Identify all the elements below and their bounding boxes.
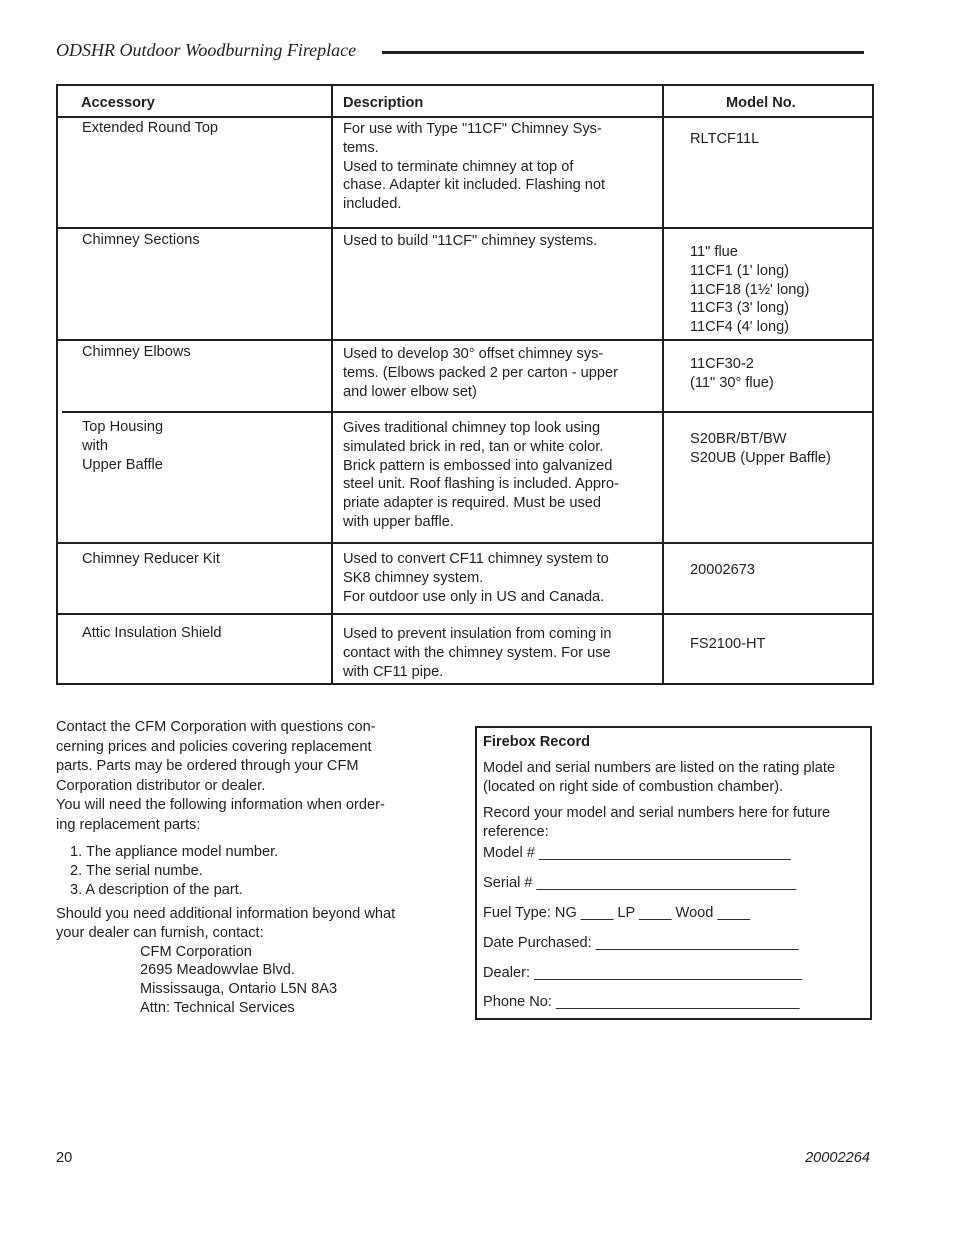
column-divider	[662, 86, 664, 683]
page-number: 20	[56, 1150, 73, 1166]
model-cell: 11CF30-2 (11" 30° flue)	[690, 356, 774, 391]
model-cell: 20002673	[690, 562, 755, 578]
page-title: ODSHR Outdoor Woodburning Fireplace	[56, 40, 357, 60]
address-line: Attn: Technical Services	[140, 999, 295, 1016]
fuel-type-field[interactable]: Fuel Type: NG ____ LP ____ Wood ____	[483, 905, 750, 921]
list-item: 3. A description of the part.	[70, 881, 243, 898]
column-header-model: Model No.	[726, 95, 796, 111]
accessory-cell: Attic Insulation Shield	[82, 625, 222, 641]
description-cell: Gives traditional chimney top look using simulated brick in red, tan or white color. Brick pattern is embossed into galvanized steel unit. Roof flashing is included. Appro- priate adapter is required. Must be used with upper baffle.	[343, 420, 619, 530]
mailing-address	[140, 943, 426, 1018]
row-divider	[62, 411, 872, 413]
address-line: 2695 Meadowvlae Blvd.	[140, 962, 295, 979]
contact-more-info: Should you need additional information beyond what your dealer can furnish, contact:	[56, 905, 396, 941]
dealer-field[interactable]: Dealer: _________________________________	[483, 965, 802, 981]
row-divider	[58, 613, 872, 615]
list-item: 2. The serial numbe.	[70, 862, 203, 879]
contact-section	[56, 718, 426, 1018]
accessory-cell: Extended Round Top	[82, 120, 219, 136]
model-cell: RLTCF11L	[690, 131, 760, 147]
required-info-list	[70, 843, 426, 900]
page-header	[56, 38, 864, 62]
document-number: 20002264	[805, 1150, 870, 1166]
column-header-description: Description	[343, 95, 424, 111]
accessory-cell: Chimney Reducer Kit	[82, 551, 220, 567]
firebox-record-box	[475, 726, 872, 1020]
row-divider	[58, 227, 872, 229]
contact-intro: Contact the CFM Corporation with questions con- cerning prices and policies covering replacement parts. Parts may be ordered through your CFM Corporation distributor or dealer. You will need the following information when order- ing replacement parts:	[56, 719, 385, 833]
address-line: Mississauga, Ontario L5N 8A3	[140, 981, 338, 998]
description-cell: Used to build "11CF" chimney systems.	[343, 233, 598, 249]
phone-field[interactable]: Phone No: ______________________________	[483, 994, 800, 1010]
serial-number-field[interactable]: Serial # ________________________________	[483, 875, 797, 891]
model-cell: FS2100-HT	[690, 636, 766, 652]
accessory-cell: Chimney Sections	[82, 232, 200, 248]
accessory-cell: Top Housing with Upper Baffle	[82, 419, 164, 473]
date-purchased-field[interactable]: Date Purchased: _________________________	[483, 935, 799, 951]
address-line: CFM Corporation	[140, 943, 252, 960]
description-cell: For use with Type "11CF" Chimney Sys- tems. Used to terminate chimney at top of chase. Adapter kit included. Flashing not included.	[343, 121, 606, 213]
row-divider	[58, 116, 872, 118]
description-cell: Used to prevent insulation from coming in contact with the chimney system. For use with CF11 pipe.	[343, 626, 612, 680]
firebox-reference-note: Record your model and serial numbers here for future reference:	[483, 805, 831, 840]
description-cell: Used to develop 30° offset chimney sys- tems. (Elbows packed 2 per carton - upper and lower elbow set)	[343, 346, 618, 400]
row-divider	[58, 339, 872, 341]
model-cell: S20BR/BT/BW S20UB (Upper Baffle)	[690, 431, 831, 466]
model-cell: 11" flue 11CF1 (1' long) 11CF18 (1½' long) 11CF3 (3' long) 11CF4 (4' long)	[690, 244, 810, 336]
row-divider	[58, 542, 872, 544]
firebox-instructions: Model and serial numbers are listed on the rating plate (located on right side of combustion chamber).	[483, 760, 836, 795]
firebox-record-title: Firebox Record	[483, 734, 591, 750]
accessory-table	[56, 84, 874, 685]
list-item: 1. The appliance model number.	[70, 843, 279, 860]
header-rule	[382, 51, 864, 54]
column-divider	[331, 86, 333, 683]
description-cell: Used to convert CF11 chimney system to SK8 chimney system. For outdoor use only in US and Canada.	[343, 551, 609, 605]
model-number-field[interactable]: Model # _______________________________	[483, 845, 791, 861]
column-header-accessory: Accessory	[81, 95, 155, 111]
accessory-cell: Chimney Elbows	[82, 344, 191, 360]
